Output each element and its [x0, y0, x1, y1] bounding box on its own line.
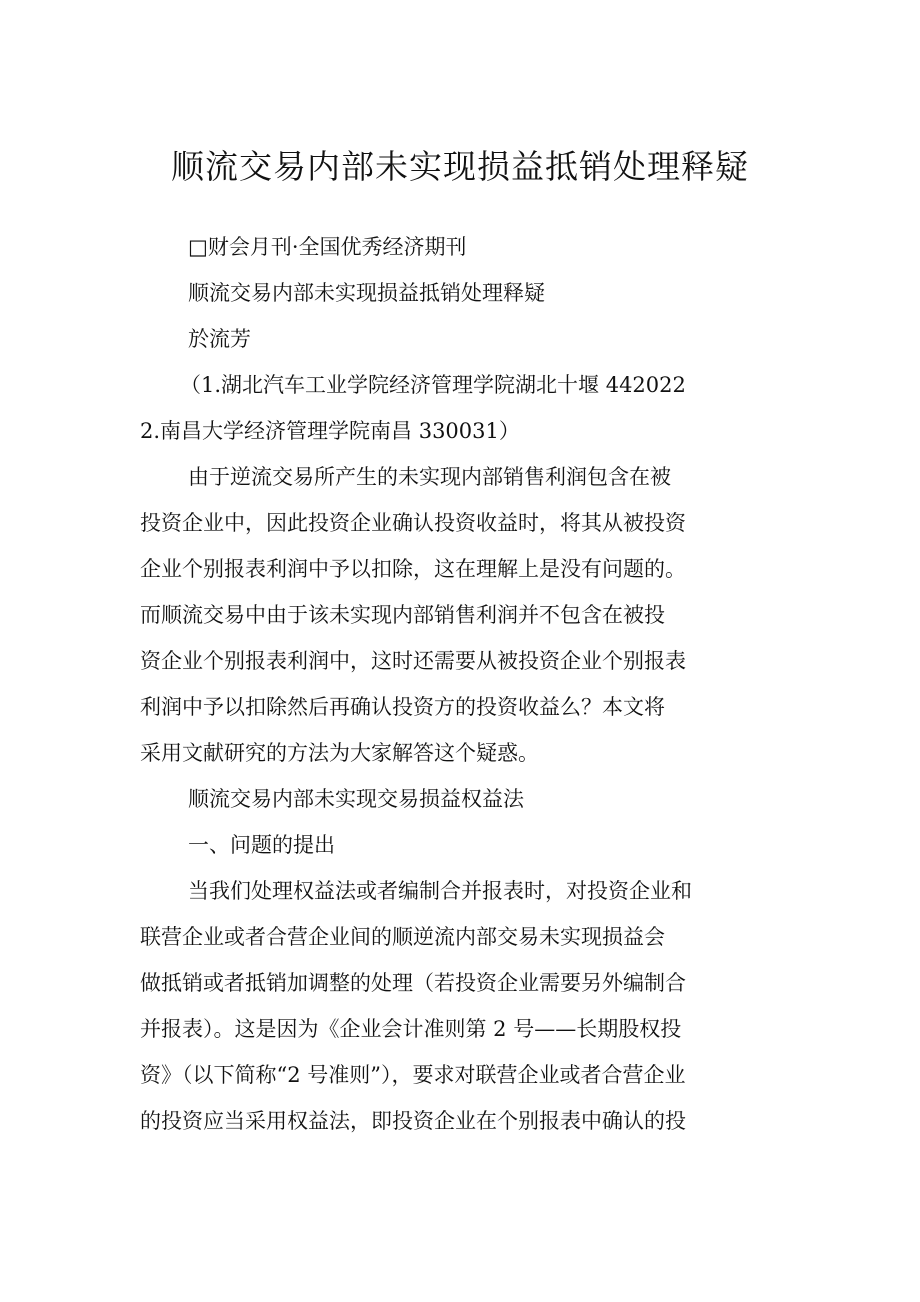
section-line: 当我们处理权益法或者编制合并报表时，对投资企业和: [188, 879, 692, 903]
document-title: 顺流交易内部未实现损益抵销处理释疑: [171, 147, 749, 186]
section-heading: 一、问题的提出: [188, 833, 335, 857]
section-line: 的投资应当采用权益法，即投资企业在个别报表中确认的投: [140, 1109, 686, 1133]
document-body: [140, 224, 785, 1144]
abstract-line: 采用文献研究的方法为大家解答这个疑惑。: [140, 741, 539, 765]
subtitle: 顺流交易内部未实现损益抵销处理释疑: [188, 281, 545, 305]
abstract-line: 资企业个别报表利润中，这时还需要从被投资企业个别报表: [140, 649, 686, 673]
abstract-line: 而顺流交易中由于该未实现内部销售利润并不包含在被投: [140, 603, 665, 627]
affiliation-line: 2.南昌大学经济管理学院南昌 330031）: [140, 419, 520, 443]
keywords: 顺流交易内部未实现交易损益权益法: [188, 787, 524, 811]
source-line: □财会月刊·全国优秀经济期刊: [188, 235, 467, 259]
author: 於流芳: [188, 327, 251, 351]
abstract-line: 利润中予以扣除然后再确认投资方的投资收益么？本文将: [140, 695, 665, 719]
abstract-line: 投资企业中，因此投资企业确认投资收益时，将其从被投资: [140, 511, 686, 535]
section-line: 并报表）。这是因为《企业会计准则第 2 号——长期股权投: [140, 1017, 682, 1041]
section-line: 做抵销或者抵销加调整的处理（若投资企业需要另外编制合: [140, 971, 686, 995]
abstract-line: 由于逆流交易所产生的未实现内部销售利润包含在被: [188, 465, 671, 489]
abstract-line: 企业个别报表利润中予以扣除，这在理解上是没有问题的。: [140, 557, 686, 581]
affiliation-line: （1.湖北汽车工业学院经济管理学院湖北十堰 442022: [180, 373, 686, 397]
section-line: 联营企业或者合营企业间的顺逆流内部交易未实现损益会: [140, 925, 665, 949]
section-line: 资》（以下简称“2 号准则”），要求对联营企业或者合营企业: [140, 1063, 686, 1087]
